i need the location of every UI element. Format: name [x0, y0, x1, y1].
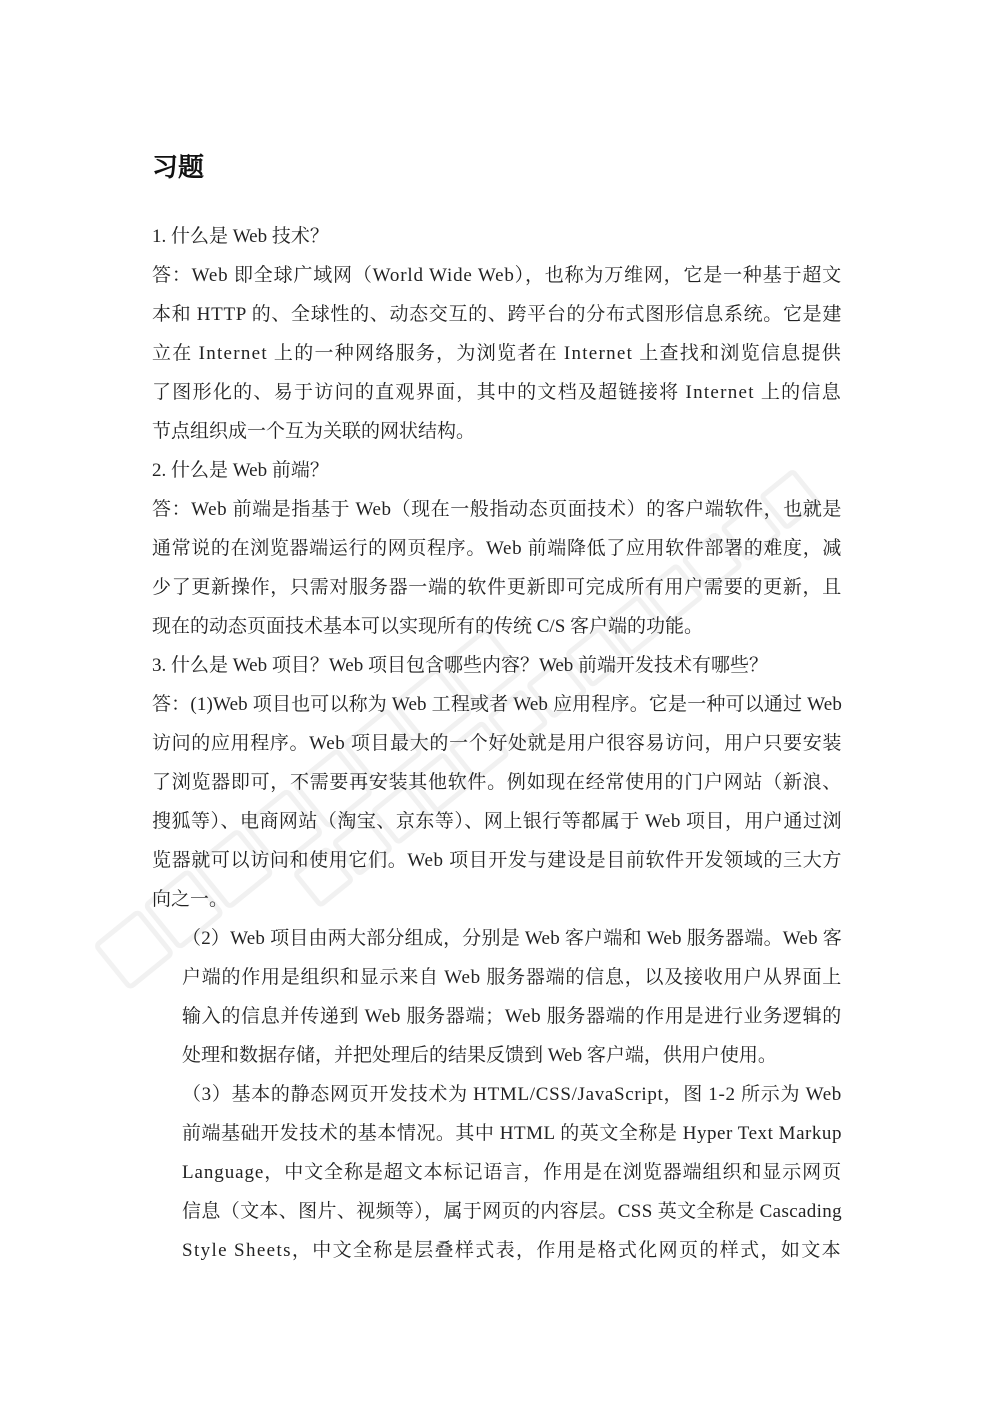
question-text: 3. 什么是 Web 项目？Web 项目包含哪些内容？Web 前端开发技术有哪些？ [152, 655, 769, 676]
answer-line [182, 1231, 842, 1270]
answer-text: 输入的信息并传递到 Web 服务器端；Web 服务器端的作用是进行业务逻辑的 [182, 1006, 842, 1027]
question-1 [152, 217, 842, 256]
answer-text: 本和 HTTP 的、全球性的、动态交互的、跨平台的分布式图形信息系统。它是建 [152, 304, 842, 325]
answer-text: Language，中文全称是超文本标记语言，作用是在浏览器端组织和显示网页 [182, 1162, 842, 1183]
page-title: 习题 [152, 153, 205, 183]
answer-line [152, 295, 842, 334]
question-text: 2. 什么是 Web 前端？ [152, 460, 329, 481]
answer-text: 访问的应用程序。Web 项目最大的一个好处就是用户很容易访问，用户只要安装 [152, 733, 842, 754]
answer-text: Style Sheets，中文全称是层叠样式表，作用是格式化网页的样式，如文本 [182, 1240, 842, 1261]
answer-line [152, 256, 842, 295]
answer-text: 了图形化的、易于访问的直观界面，其中的文档及超链接将 Internet 上的信息 [152, 382, 842, 403]
answer-line [152, 802, 842, 841]
answer-line [182, 997, 842, 1036]
answer-text: 处理和数据存储，并把处理后的结果反馈到 Web 客户端，供用户使用。 [182, 1045, 777, 1066]
answer-line [152, 334, 842, 373]
answer-text: 搜狐等）、电商网站（淘宝、京东等）、网上银行等都属于 Web 项目，用户通过浏 [152, 811, 842, 832]
answer-text: （2）Web 项目由两大部分组成，分别是 Web 客户端和 Web 服务器端。Web 客 [182, 928, 842, 949]
answer-line [182, 1153, 842, 1192]
answer-text: 前端基础开发技术的基本情况。其中 HTML 的英文全称是 Hyper Text Markup [182, 1123, 842, 1144]
answer-line [152, 685, 842, 724]
question-2 [152, 451, 842, 490]
answer-line [152, 607, 842, 646]
answer-line [152, 568, 842, 607]
answer-line [182, 958, 842, 997]
answer-line [182, 1075, 842, 1114]
answer-text: 少了更新操作，只需对服务器一端的软件更新即可完成所有用户需要的更新，且 [152, 577, 842, 598]
answer-line [152, 880, 842, 919]
answer-line [152, 841, 842, 880]
answer-line [182, 1114, 842, 1153]
answer-line [152, 763, 842, 802]
answer-text: 向之一。 [152, 889, 229, 910]
answer-line [152, 529, 842, 568]
answer-line [152, 373, 842, 412]
answer-text: 节点组织成一个互为关联的网状结构。 [152, 421, 476, 442]
answer-text: 通常说的在浏览器端运行的网页程序。Web 前端降低了应用软件部署的难度，减 [152, 538, 842, 559]
answer-text: 立在 Internet 上的一种网络服务，为浏览者在 Internet 上查找和浏览信息提供 [152, 343, 842, 364]
answer-line [152, 490, 842, 529]
answer-line [152, 412, 842, 451]
question-3 [152, 646, 842, 685]
answer-text: 答：Web 前端是指基于 Web（现在一般指动态页面技术）的客户端软件，也就是 [152, 499, 842, 520]
answer-line [182, 1192, 842, 1231]
exercise-body [152, 217, 842, 1270]
answer-text: （3）基本的静态网页开发技术为 HTML/CSS/JavaScript，图 1-2 所示为 Web [182, 1084, 842, 1105]
question-text: 1. 什么是 Web 技术？ [152, 226, 329, 247]
answer-text: 现在的动态页面技术基本可以实现所有的传统 C/S 客户端的功能。 [152, 616, 704, 637]
answer-text: 答：(1)Web 项目也可以称为 Web 工程或者 Web 应用程序。它是一种可以通过 Web [152, 694, 842, 715]
answer-text: 信息（文本、图片、视频等），属于网页的内容层。CSS 英文全称是 Cascading [182, 1201, 842, 1222]
answer-text: 览器就可以访问和使用它们。Web 项目开发与建设是目前软件开发领域的三大方 [152, 850, 842, 871]
answer-line [182, 1036, 842, 1075]
answer-line [152, 724, 842, 763]
answer-text: 户端的作用是组织和显示来自 Web 服务器端的信息，以及接收用户从界面上 [182, 967, 842, 988]
answer-text: 答：Web 即全球广域网（World Wide Web），也称为万维网，它是一种基于超文 [152, 265, 842, 286]
answer-text: 了浏览器即可，不需要再安装其他软件。例如现在经常使用的门户网站（新浪、 [152, 772, 842, 793]
answer-line [182, 919, 842, 958]
